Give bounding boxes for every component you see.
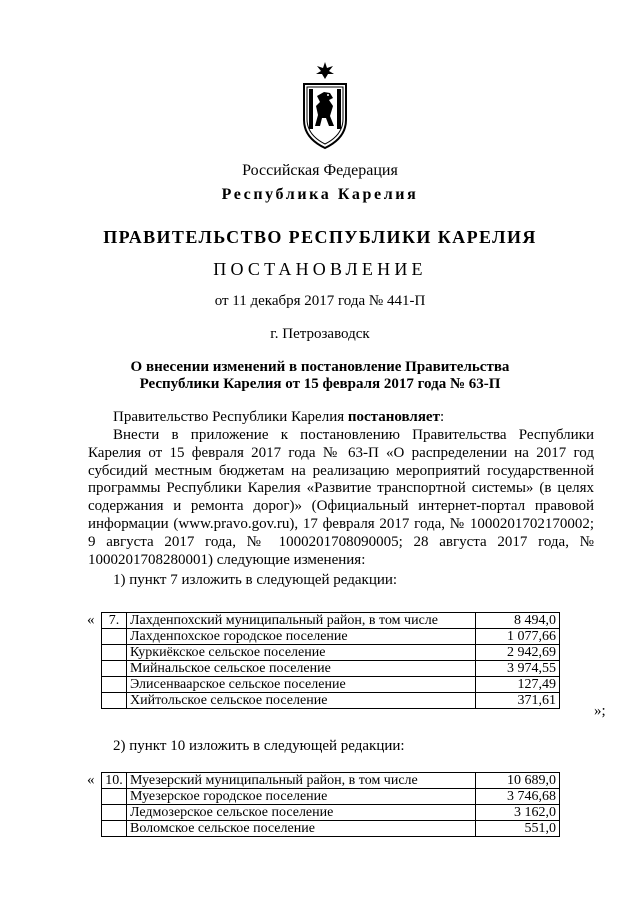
item-1-label: 1) пункт 7 изложить в следующей редакции: [113,572,398,588]
main-paragraph: Внести в приложение к постановлению Правительства Республики Карелия от 15 февраля 2017 года № 63-П «О распределении на 2017 год субсидий местным бюджетам на реализацию мероприятий государственной программы Республики Карелия «Развитие транспортной системы» (в целях содержания и ремонта дорог)» (Официальный интернет-портал правовой информации (www.pravo.gov.ru), 17 февраля 2017 года, № 1000201702170002; 9 августа 2017 года, № 1000201708090005; 28 августа 2017 года, № 1000201708280001) следующие изменения: [88,427,594,568]
row-number [102,821,127,837]
table-row [102,821,560,837]
document-city: г. Петрозаводск [270,326,370,342]
row-value: 2 942,69 [476,645,560,661]
row-name: Воломское сельское поселение [127,821,476,837]
row-number [102,661,127,677]
row-value: 3 746,68 [476,789,560,805]
republic-name: Республика Карелия [221,186,419,203]
row-name: Ледмозерское сельское поселение [127,805,476,821]
row-value: 3 162,0 [476,805,560,821]
intro-prefix: Правительство Республики Карелия [113,409,348,425]
table-point-10 [101,772,560,837]
row-number [102,645,127,661]
table-row [102,613,560,629]
row-name: Хийтольское сельское поселение [127,693,476,709]
row-name: Лахденпохский муниципальный район, в том числе [127,613,476,629]
open-quote-2: « [87,772,95,788]
row-number [102,789,127,805]
row-number [102,693,127,709]
intro-suffix: : [439,409,445,425]
table-row [102,773,560,789]
row-number [102,805,127,821]
subject-line-2: Республики Карелия от 15 февраля 2017 года № 63-П [139,376,501,392]
document-subject [0,359,640,393]
row-value: 127,49 [476,677,560,693]
table-row [102,805,560,821]
document-type: ПОСТАНОВЛЕНИЕ [213,259,427,279]
close-quote-1: »; [594,703,606,719]
row-value: 551,0 [476,821,560,837]
open-quote-1: « [87,612,95,628]
government-title: ПРАВИТЕЛЬСТВО РЕСПУБЛИКИ КАРЕЛИЯ [103,227,537,247]
row-name: Муезерский муниципальный район, в том числе [127,773,476,789]
table-row [102,693,560,709]
table-point-7 [101,612,560,709]
row-name: Лахденпохское городское поселение [127,629,476,645]
row-name: Куркиёкское сельское поселение [127,645,476,661]
country-name: Российская Федерация [242,162,398,179]
row-number [102,677,127,693]
item-2-label: 2) пункт 10 изложить в следующей редакции: [113,738,405,754]
karelia-coat-of-arms-icon [300,60,350,150]
table-row [102,677,560,693]
document-date: от 11 декабря 2017 года № 441-П [214,293,426,309]
row-number: 7. [102,613,127,629]
row-value: 10 689,0 [476,773,560,789]
row-name: Мийнальское сельское поселение [127,661,476,677]
row-name: Элисенваарское сельское поселение [127,677,476,693]
intro-bold-verb: постановляет [347,409,440,425]
table-row [102,629,560,645]
table-row [102,789,560,805]
row-value: 3 974,55 [476,661,560,677]
subject-line-1: О внесении изменений в постановление Правительства [130,359,510,375]
row-value: 8 494,0 [476,613,560,629]
row-name: Муезерское городское поселение [127,789,476,805]
intro-paragraph [88,409,594,427]
row-value: 371,61 [476,693,560,709]
row-number: 10. [102,773,127,789]
table-row [102,645,560,661]
table-row [102,661,560,677]
row-value: 1 077,66 [476,629,560,645]
row-number [102,629,127,645]
